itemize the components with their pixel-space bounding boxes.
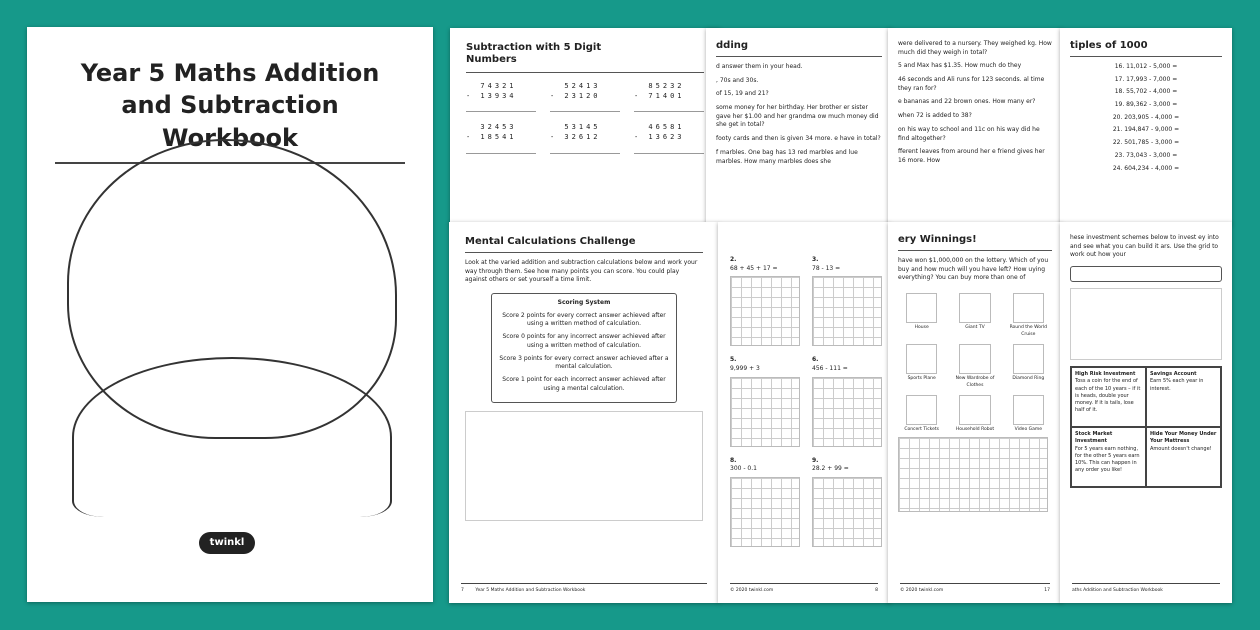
question-item: 20. 203,905 - 4,000 = [1112,113,1180,121]
prize-item [898,344,945,389]
question-text: 28.2 + 99 = [812,465,849,473]
footer [1072,583,1220,595]
question-item: 22. 501,785 - 3,000 = [1112,139,1180,147]
question-text: 78 - 13 = [812,264,841,272]
option-title: Savings Account [1150,371,1197,378]
footer [461,583,707,595]
calc-question [730,256,800,356]
scoring-rule: Score 2 points for every correct answer achieved after using a written method of calculation. [502,311,666,328]
question-text: on his way to school and 11c on his way did he find altogether? [898,125,1040,142]
subtraction-problem: 74321 - 13934 [466,81,536,112]
prize-item [1005,395,1052,434]
workbook-title: Year 5 Maths Addition and Subtraction Workbook [55,57,405,164]
question-number: 2. [730,256,737,263]
question-text: 456 - 111 = [812,365,848,373]
subtraction-problem: 32453 - 18541 [466,122,536,153]
investment-option [1071,367,1146,427]
word-problems-page [888,28,1062,224]
page-title: Mental Calculations Challenge [465,236,703,253]
question-number: 9. [812,456,819,464]
working-grid [898,437,1048,512]
scoring-rule: Score 1 point for each incorrect answer achieved after using a mental calculation. [502,375,666,392]
question-number: 5. [730,356,737,364]
investment-option [1146,427,1221,487]
copyright: © 2020 twinkl.com [900,588,944,594]
question-item: 16. 11,012 - 5,000 = [1114,63,1178,70]
prize-illustration [959,293,990,323]
prize-item [951,395,998,434]
question-text: some money for her birthday. Her brother er sister gave her $1.00 and her grandma ow much money did she get in total? [716,104,879,129]
question-text: were delivered to a nursery. They weighed kg. How much did they weigh in total? [898,40,1052,56]
prize-illustration [906,293,937,323]
prize-label: Round the World Cruise [1009,325,1048,337]
prize-item [898,293,945,338]
option-description: Earn 5% each year in interest. [1150,378,1204,392]
footer [900,583,1050,595]
working-grid [730,377,800,447]
question-item: 23. 73,043 - 3,000 = [1114,151,1178,159]
prize-label: Diamond Ring [1012,376,1045,382]
subtraction-problem: 46581 - 13623 [634,122,704,153]
calc-question [812,256,882,356]
prize-illustration [1013,293,1044,323]
prize-item [1005,344,1052,389]
calc-question [730,457,800,557]
question-item: 21. 194,847 - 9,000 = [1112,126,1180,134]
question-text: 9,999 + 3 [730,365,760,373]
option-title: High Risk Investment [1075,371,1136,378]
box-title: Scoring System [557,299,611,307]
investment-option [1146,367,1221,427]
question-text: 300 - 0.1 [730,465,757,473]
prize-item [898,395,945,434]
option-title: Stock Market Investment [1075,431,1113,445]
question-text: , 70s and 30s. [716,76,759,84]
prize-label: Giant TV [965,325,985,331]
question-item: 17. 17,993 - 7,000 = [1114,75,1178,83]
twinkl-logo: twinkl [199,532,255,554]
question-text: fferent leaves from around her e friend gives her 16 more. How [898,148,1045,164]
page-title: ery Winnings! [898,234,1052,251]
prize-illustration [959,344,990,374]
page-title: Subtraction with 5 Digit Numbers [466,42,602,65]
prize-item [1005,293,1052,338]
calc-question [812,457,882,557]
page-title: dding [716,40,882,57]
calc-question [730,356,800,456]
scoring-box [491,293,677,403]
question-text: d answer them in your head. [716,63,803,70]
question-text: e bananas and 22 brown ones. How many er? [898,98,1036,106]
question-text: of 15, 19 and 21? [716,90,769,98]
question-item: 19. 89,362 - 3,000 = [1114,101,1178,109]
people-illustration [1070,288,1222,360]
scoring-rule: Score 3 points for every correct answer achieved after a mental calculation. [499,354,669,371]
working-grid [812,276,882,346]
prize-illustration [1013,395,1044,425]
prize-label: Video Game [1014,427,1043,433]
prize-label: Household Robot [955,427,995,433]
option-description: Amount doesn't change! [1150,445,1212,452]
question-number: 8. [730,456,737,464]
prize-label: New Wardrobe of Clothes [955,376,995,388]
children-illustration [465,411,703,521]
subtraction-problem: 53145 - 32612 [550,122,620,153]
prize-label: Sports Plane [907,376,936,382]
prize-label: House [914,325,929,331]
mental-calculations-page [449,222,719,603]
working-grid [730,477,800,547]
subtraction-page [450,28,720,224]
prize-label: Concert Tickets [904,427,940,433]
copyright: © 2020 twinkl.com [730,588,774,594]
subtraction-problem: 52413 - 23120 [550,81,620,112]
question-text: 46 seconds and Ali runs for 123 seconds. al time they ran for? [898,76,1045,92]
boy-illustration [72,357,392,517]
prize-illustration [906,395,937,425]
answer-box [1070,266,1222,282]
intro-text: hese investment schemes below to invest ey into and see what you can build it ars. Use the grid to work out how your [1070,234,1219,259]
option-description: Toss a coin for the end of each of the 10 years – if it is heads, double your money. If it is tails, lose half of it. [1075,378,1141,414]
prize-item [951,293,998,338]
investment-page [1060,222,1232,603]
option-title: Hide Your Money Under Your Mattress [1150,431,1217,445]
subtraction-problem: 85232 - 71401 [634,81,704,112]
investment-option [1071,427,1146,487]
working-grid [812,377,882,447]
page-number: 17 [1044,588,1050,594]
calculation-grid-page [718,222,890,603]
question-item: 24. 604,234 - 4,000 = [1112,164,1180,172]
adding-page [706,28,892,224]
question-text: 5 and Max has $1.35. How much do they [898,62,1022,70]
lottery-page [888,222,1062,603]
footer-title: Year 5 Maths Addition and Subtraction Workbook [475,588,586,594]
intro-text: Look at the varied addition and subtraction calculations below and work your way through them. See how many points you can score. You could play against others or set yourself a time limit. [465,259,698,284]
question-number: 3. [812,256,819,263]
working-grid [730,276,800,346]
cover-page [27,27,433,602]
question-text: f marbles. One bag has 13 red marbles and lue marbles. How many marbles does she [716,148,858,165]
prize-illustration [906,344,937,374]
question-number: 6. [812,356,819,364]
intro-text: have won $1,000,000 on the lottery. Which of you buy and how much will you have left? How uying everything? You can buy more than one of [898,257,1049,282]
scoring-rule: Score 0 points for any incorrect answer achieved after using a written method of calculation. [502,333,666,349]
page-number: 8 [875,588,878,594]
page-title: tiples of 1000 [1070,40,1222,57]
question-text: when 72 is added to 38? [898,112,972,120]
question-text: footy cards and then is given 34 more. e have in total? [716,135,881,143]
question-text: 68 + 45 + 17 = [730,264,778,272]
prize-item [951,344,998,389]
calc-question [812,356,882,456]
page-number: 7 [461,588,464,594]
prize-illustration [959,395,990,425]
prize-illustration [1013,344,1044,374]
footer [730,583,878,595]
option-description: For 5 years earn nothing, for the other 5 years earn 10%. This can happen in any order you like! [1075,445,1140,474]
question-item: 18. 55,702 - 4,000 = [1114,88,1178,96]
multiples-page [1060,28,1232,224]
working-grid [812,477,882,547]
footer-title: aths Addition and Subtraction Workbook [1072,588,1163,594]
